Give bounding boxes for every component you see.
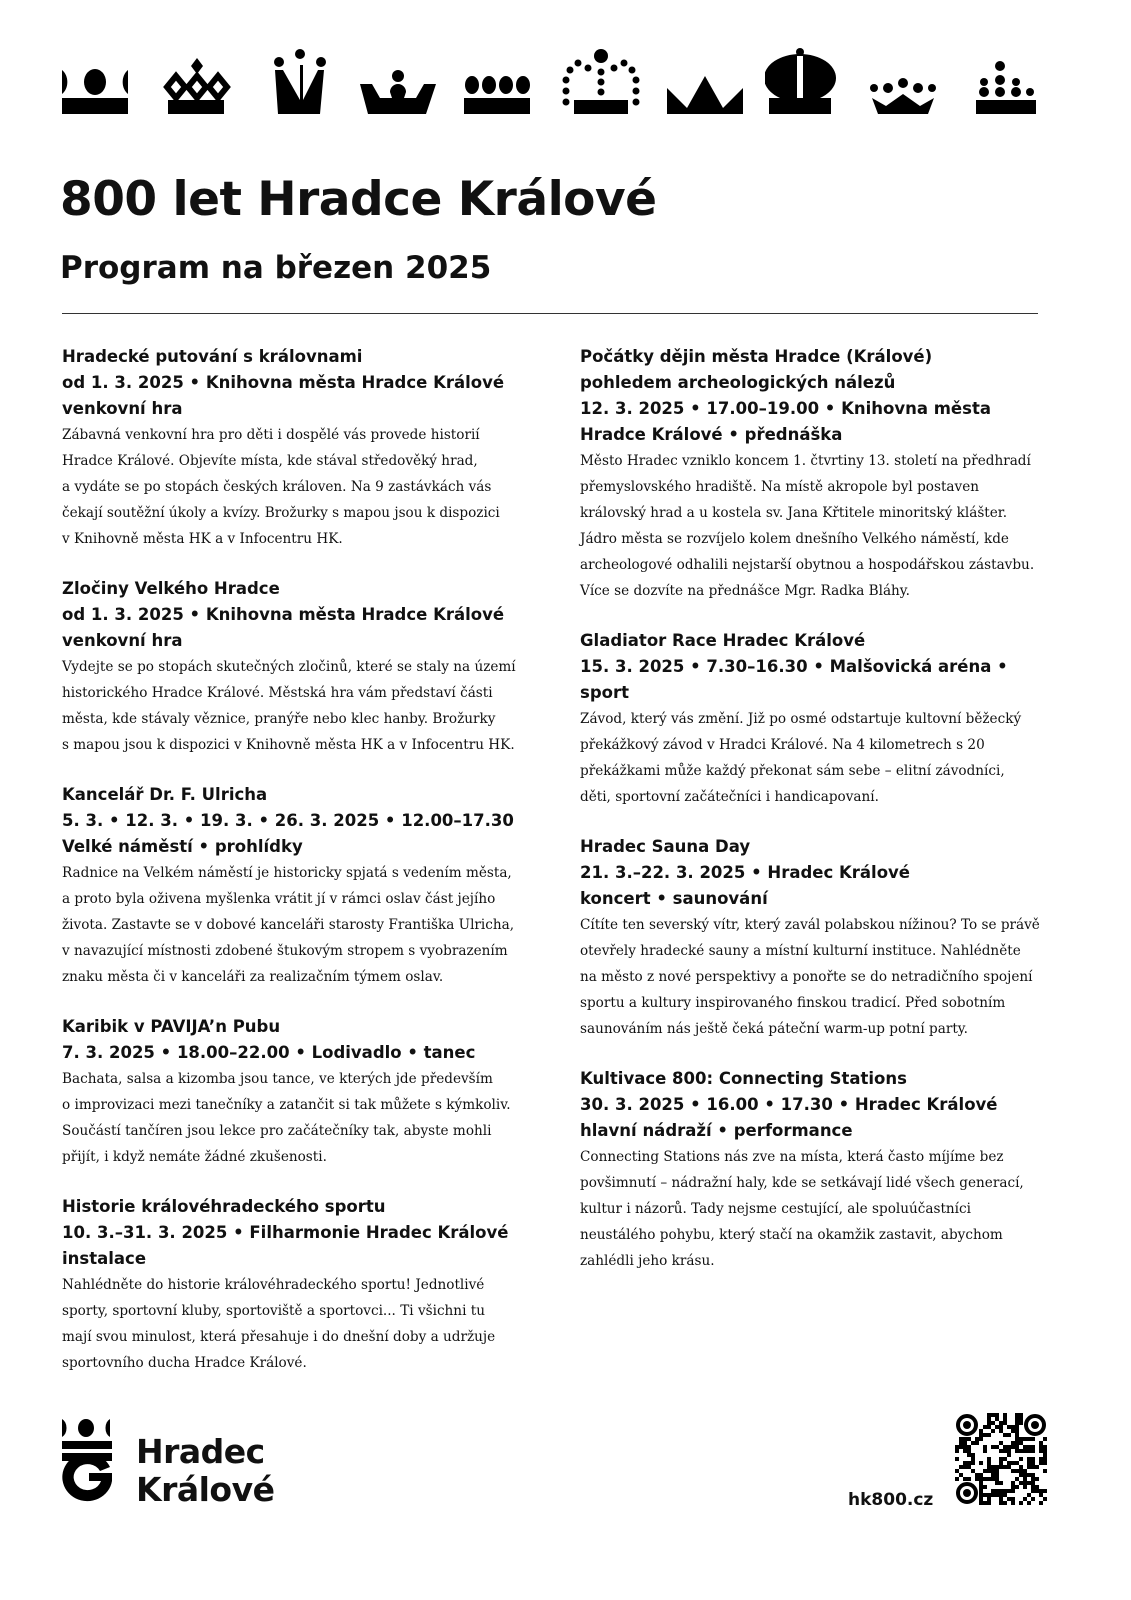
event-details: 7. 3. 2025 • 18.00–22.00 • Lodivadlo • tanec (62, 1043, 476, 1062)
event-description: Zábavná venkovní hra pro děti i dospělé vás provede historií (62, 427, 480, 443)
event-description: v Knihovně města HK a v Infocentru HK. (62, 531, 343, 547)
event-title: Historie královéhradeckého sportu (62, 1197, 386, 1216)
event-title: Zločiny Velkého Hradce (62, 579, 280, 598)
event-details: od 1. 3. 2025 • Knihovna města Hradce Králové (62, 373, 505, 392)
event-details: Hradce Králové • přednáška (580, 425, 843, 444)
event-details: 21. 3.–22. 3. 2025 • Hradec Králové (580, 863, 910, 882)
crown-icon (358, 48, 438, 123)
event-details: instalace (62, 1249, 147, 1268)
event-item (62, 576, 562, 758)
event-description: děti, sportovní začátečníci i handicapovaní. (580, 789, 879, 805)
event-description: Nahlédněte do historie královéhradeckého sportu! Jednotlivé (62, 1277, 485, 1293)
event-title: Kultivace 800: Connecting Stations (580, 1069, 907, 1088)
left-column (62, 344, 562, 1400)
event-details: pohledem archeologických nálezů (580, 373, 896, 392)
event-description: Cítíte ten severský vítr, který zavál polabskou nížinou? To se právě (580, 917, 1040, 933)
event-description: povšimnutí – nádražní haly, kde se setkávají lidé všech generací, (580, 1175, 1024, 1191)
event-description: historického Hradce Králové. Městská hra vám představí části (62, 685, 493, 701)
event-details: koncert • saunování (580, 889, 768, 908)
event-item (62, 782, 562, 990)
event-description: města, kde stávaly věznice, pranýře nebo klec hanby. Brožurky (62, 711, 496, 727)
event-description: Connecting Stations nás zve na místa, která často míjíme bez (580, 1149, 1004, 1165)
logo-line1: Hradec (136, 1432, 265, 1471)
crown-icon (866, 48, 946, 123)
event-description: Více se dozvíte na přednášce Mgr. Radka Bláhy. (580, 583, 911, 599)
event-details: 5. 3. • 12. 3. • 19. 3. • 26. 3. 2025 • 12.00–17.30 (62, 811, 514, 830)
event-description: neustálého pohybu, který stačí na okamžik zastavit, abychom (580, 1227, 1003, 1243)
event-details: 12. 3. 2025 • 17.00–19.00 • Knihovna města (580, 399, 991, 418)
event-description: přemyslovského hradiště. Na místě akropole byl postaven (580, 479, 979, 495)
event-item (62, 1194, 562, 1376)
crown-icon (765, 48, 845, 123)
page-subtitle: Program na březen 2025 (60, 250, 492, 286)
event-description: s mapou jsou k dispozici v Knihovně města HK a v Infocentru HK. (62, 737, 515, 753)
event-description: a vydáte se po stopách českých královen. Na 9 zastávkách vás (62, 479, 492, 495)
event-item (62, 1014, 562, 1170)
event-details: venkovní hra (62, 631, 183, 650)
event-details: 10. 3.–31. 3. 2025 • Filharmonie Hradec Králové (62, 1223, 509, 1242)
logo-crown-g-icon (60, 1415, 120, 1505)
event-description: kultur i názorů. Tady nejsme cestující, ale spoluúčastníci (580, 1201, 971, 1217)
event-title: Karibik v PAVIJA’n Pubu (62, 1017, 281, 1036)
event-description: Bachata, salsa a kizomba jsou tance, ve kterých jde především (62, 1071, 493, 1087)
event-item (580, 344, 1050, 604)
event-item (580, 834, 1050, 1042)
crown-icon (560, 48, 645, 123)
event-description: sporty, sportovní kluby, sportoviště a sportovci... Ti všichni tu (62, 1303, 485, 1319)
event-title: Hradecké putování s královnami (62, 347, 363, 366)
event-description: Součástí tančíren jsou lekce pro začátečníky tak, abyste mohli (62, 1123, 492, 1139)
event-description: zahlédli jeho krásu. (580, 1253, 715, 1269)
event-description: překážkový závod v Hradci Králové. Na 4 kilometrech s 20 (580, 737, 985, 753)
event-item (580, 1066, 1050, 1274)
event-description: života. Zastavte se v dobové kanceláři starosty Františka Ulricha, (62, 917, 515, 933)
event-description: Hradce Králové. Objevíte místa, kde stával středověký hrad, (62, 453, 478, 469)
event-description: Radnice na Velkém náměstí je historicky spjatá s vedením města, (62, 865, 512, 881)
event-item (62, 344, 562, 552)
event-description: o improvizaci mezi tanečníky a zatančit si tak můžete s kýmkoliv. (62, 1097, 511, 1113)
event-description: archeologové odhalili nejstarší obytnou a hospodářskou zástavbu. (580, 557, 1035, 573)
event-title: Počátky dějin města Hradce (Králové) (580, 347, 933, 366)
event-description: v navazující místnosti zdobené štukovým stropem s vyobrazením (62, 943, 508, 959)
crown-icon (270, 48, 330, 123)
event-description: na město z nové perspektivy a ponořte se do netradičního spojení (580, 969, 1033, 985)
event-description: překážkami může každý překonat sám sebe – elitní závodníci, (580, 763, 1005, 779)
event-description: otevřely hradecké sauny a místní kulturní instituce. Nahlédněte (580, 943, 1021, 959)
crown-icons-row (60, 48, 1050, 123)
event-details: 15. 3. 2025 • 7.30–16.30 • Malšovická aréna • sport (580, 657, 1008, 702)
event-title: Gladiator Race Hradec Králové (580, 631, 866, 650)
crown-icon (60, 48, 132, 123)
city-logo (60, 1415, 275, 1509)
crown-icon (970, 48, 1050, 123)
logo-line2: Králové (136, 1470, 275, 1509)
event-description: sportu a kultury inspirovaného finskou tradicí. Před sobotním (580, 995, 1006, 1011)
page-title: 800 let Hradce Králové (60, 172, 657, 227)
right-column (580, 344, 1050, 1298)
event-description: královský hrad a u kostela sv. Jana Křtitele minoritský klášter. (580, 505, 1008, 521)
event-description: sportovního ducha Hradce Králové. (62, 1355, 307, 1371)
event-description: Závod, který vás změní. Již po osmé odstartuje kultovní běžecký (580, 711, 1022, 727)
event-description: Vydejte se po stopách skutečných zločinů, které se staly na území (62, 659, 516, 675)
divider (62, 313, 1038, 314)
event-description: Město Hradec vzniklo koncem 1. čtvrtiny 13. století na předhradí (580, 453, 1031, 469)
website-link[interactable]: hk800.cz (848, 1490, 934, 1510)
qr-code[interactable] (955, 1413, 1047, 1505)
crown-icon (160, 48, 240, 123)
event-description: a proto byla oživena myšlenka vrátit jí v rámci oslav část jejího (62, 891, 496, 907)
event-description: přijít, i když nemáte žádné zkušenosti. (62, 1149, 327, 1165)
event-details: hlavní nádraží • performance (580, 1121, 853, 1140)
event-description: saunováním nás ještě čeká páteční warm-up potní party. (580, 1021, 968, 1037)
event-title: Hradec Sauna Day (580, 837, 751, 856)
event-details: od 1. 3. 2025 • Knihovna města Hradce Králové (62, 605, 505, 624)
event-description: čekají soutěžní úkoly a kvízy. Brožurky s mapou jsou k dispozici (62, 505, 500, 521)
event-title: Kancelář Dr. F. Ulricha (62, 785, 268, 804)
crown-icon (665, 48, 745, 123)
event-item (580, 628, 1050, 810)
event-description: mají svou minulost, která přesahuje i do dnešní doby a udržuje (62, 1329, 496, 1345)
event-description: znaku města či v kanceláři za realizačním týmem oslav. (62, 969, 444, 985)
event-details: 30. 3. 2025 • 16.00 • 17.30 • Hradec Králové (580, 1095, 998, 1114)
event-details: Velké náměstí • prohlídky (62, 837, 303, 856)
event-description: Jádro města se rozvíjelo kolem dnešního Velkého náměstí, kde (580, 531, 1009, 547)
event-details: venkovní hra (62, 399, 183, 418)
crown-icon (460, 48, 540, 123)
